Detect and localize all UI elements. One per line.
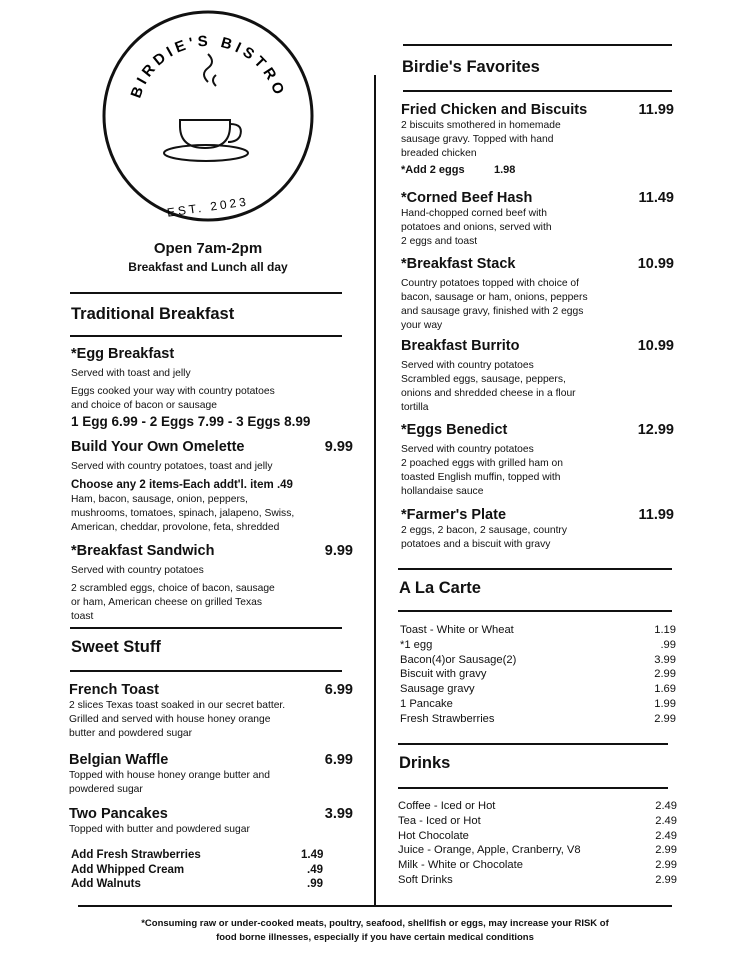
item-desc: toast [71,611,94,622]
addon-label: Add Fresh Strawberries [71,849,201,861]
item-desc: powdered sugar [69,784,143,795]
disclaimer-line: *Consuming raw or under-cooked meats, poultry, seafood, shellfish or eggs, may increase your RISK of [141,918,609,929]
item-price: 10.99 [637,338,674,354]
menu-item-egg-breakfast [71,345,361,431]
item-desc: breaded chicken [401,148,477,159]
divider [403,44,672,46]
item-title: *Breakfast Sandwich [71,543,215,559]
divider [398,743,668,745]
item-desc: 2 poached eggs with grilled ham on [401,458,563,469]
hours-block [70,239,346,275]
addon-price: .99 [307,878,323,890]
item-price: 11.49 [638,190,674,206]
item-title: *Farmer's Plate [401,507,507,523]
item-desc: Topped with house honey orange butter and [69,770,270,781]
list-item: *1 egg .99 [400,638,676,651]
item-title: *Breakfast Stack [401,256,516,272]
item-desc: mushrooms, tomatoes, spinach, jalapeno, Swiss, [71,508,295,519]
disclaimer-line: food borne illnesses, especially if you have certain medical conditions [216,932,534,943]
menu-item-omelette [71,438,353,535]
addons-list [71,848,323,892]
item-desc: or ham, American cheese on grilled Texas [71,597,262,608]
addon-label: Add Whipped Cream [71,863,185,876]
item-desc: and sausage gravy, finished with 2 eggs [401,306,584,317]
item-desc: Served with country potatoes, toast and jelly [71,461,273,472]
item-desc: Grilled and served with house honey orange [69,714,271,725]
addon-price: 1.98 [494,164,516,176]
list-item: Juice - Orange, Apple, Cranberry, V8 2.99 [398,844,677,857]
divider [403,90,672,92]
list-item: Soft Drinks 2.99 [398,873,677,886]
list-item: Coffee - Iced or Hot 2.49 [398,800,677,812]
section-heading-traditional: Traditional Breakfast [71,305,235,323]
item-price: 9.99 [324,543,353,559]
menu-item-french-toast [69,681,353,741]
item-desc: potatoes and onions, served with [401,222,552,233]
divider [70,627,342,629]
item-price: 10.99 [637,256,674,272]
addon-price: 1.49 [301,849,324,861]
menu-item-two-pancakes [69,805,353,837]
divider [78,905,672,907]
addon-row [71,848,323,863]
column-divider [374,75,376,905]
drinks-list [398,799,677,888]
opening-hours: Open 7am-2pm [153,240,263,257]
list-item: 1 Pancake 1.99 [400,697,676,710]
item-desc: tortilla [401,402,429,413]
item-title: *Eggs Benedict [401,422,508,438]
addon-label: Add Walnuts [71,878,141,890]
item-desc: onions and shredded cheese in a flour [401,388,576,399]
item-desc: hollandaise sauce [401,486,484,497]
item-desc: 2 eggs and toast [401,236,478,247]
item-title: Breakfast Burrito [401,338,520,354]
list-item: Hot Chocolate 2.49 [398,829,677,842]
addon-price: .49 [307,863,323,876]
item-title: Fried Chicken and Biscuits [401,102,588,118]
item-desc: butter and powdered sugar [69,728,193,739]
bistro-logo [100,8,316,224]
item-price: 6.99 [324,752,353,768]
egg-prices: 1 Egg 6.99 - 2 Eggs 7.99 - 3 Eggs 8.99 [71,414,311,429]
item-title: French Toast [69,682,159,698]
a-la-carte-list [400,623,676,727]
item-price: 6.99 [324,682,353,698]
menu-item-breakfast-stack [401,255,674,333]
item-price: 12.99 [637,422,674,438]
menu-item-corned-beef-hash [401,189,674,249]
health-disclaimer [80,917,670,945]
divider [70,670,342,672]
list-item: Toast - White or Wheat 1.19 [400,624,676,636]
item-desc: Served with toast and jelly [71,368,191,379]
addon-row [71,877,323,892]
addon-label: *Add 2 eggs [401,164,465,176]
item-desc: 2 eggs, 2 bacon, 2 sausage, country [401,525,568,536]
divider [70,292,342,294]
item-title: Build Your Own Omelette [71,439,245,455]
item-price: 11.99 [638,102,674,118]
item-desc: Hand-chopped corned beef with [401,208,547,219]
item-desc: Country potatoes topped with choice of [401,278,580,289]
item-desc: potatoes and a biscuit with gravy [401,539,551,550]
list-item: Sausage gravy 1.69 [400,683,676,696]
menu-item-eggs-benedict [401,421,674,499]
divider [398,787,668,789]
list-item: Milk - White or Chocolate 2.99 [398,859,677,872]
item-desc: Served with country potatoes [401,444,534,455]
divider [398,610,672,612]
section-heading-drinks: Drinks [399,754,451,772]
item-desc: Served with country potatoes [71,565,204,576]
hours-subtitle: Breakfast and Lunch all day [128,260,288,274]
item-desc: toasted English muffin, topped with [401,472,561,483]
divider [398,568,672,570]
list-item: Fresh Strawberries 2.99 [400,712,676,725]
addon-row [71,863,323,878]
item-title: Two Pancakes [69,806,168,822]
divider [70,335,342,337]
list-item: Bacon(4)or Sausage(2) 3.99 [400,653,676,666]
item-desc: and choice of bacon or sausage [71,400,217,411]
omelette-choose: Choose any 2 items-Each addt'l. item .49 [71,479,293,491]
section-heading-sweet: Sweet Stuff [71,638,161,656]
coffee-cup-icon [164,54,248,161]
item-desc: Scrambled eggs, sausage, peppers, [401,374,566,385]
item-price: 11.99 [638,507,674,523]
item-price: 9.99 [324,439,353,455]
item-price: 3.99 [324,806,353,822]
item-desc: 2 slices Texas toast soaked in our secret batter. [69,700,286,711]
logo-est: EST. 2023 [166,194,250,220]
menu-item-breakfast-sandwich [71,542,353,624]
section-heading-a-la-carte: A La Carte [399,579,481,597]
item-desc: Served with country potatoes [401,360,534,371]
menu-item-breakfast-burrito [401,337,674,415]
item-desc: Eggs cooked your way with country potatoes [71,386,275,397]
list-item: Tea - Iced or Hot 2.49 [398,814,677,827]
item-desc: 2 biscuits smothered in homemade [401,120,561,131]
list-item: Biscuit with gravy 2.99 [400,668,676,681]
logo-name: BIRDIE'S BISTRO [127,32,289,101]
item-desc: your way [401,320,443,331]
item-title: *Corned Beef Hash [401,190,533,206]
item-title: *Egg Breakfast [71,346,175,362]
menu-item-farmers-plate [401,506,674,552]
item-desc: Ham, bacon, sausage, onion, peppers, [71,494,248,505]
menu-item-belgian-waffle [69,751,353,797]
item-desc: American, cheddar, provolone, feta, shredded [71,522,280,533]
section-heading-favorites: Birdie's Favorites [402,58,540,76]
item-desc: 2 scrambled eggs, choice of bacon, sausage [71,583,275,594]
menu-item-fried-chicken [401,101,674,178]
item-title: Belgian Waffle [69,752,169,768]
item-desc: sausage gravy. Topped with hand [401,134,554,145]
item-desc: bacon, sausage or ham, onions, peppers [401,292,588,303]
item-desc: Topped with butter and powdered sugar [69,824,250,835]
svg-text:BIRDIE'S BISTRO [127,33,288,101]
